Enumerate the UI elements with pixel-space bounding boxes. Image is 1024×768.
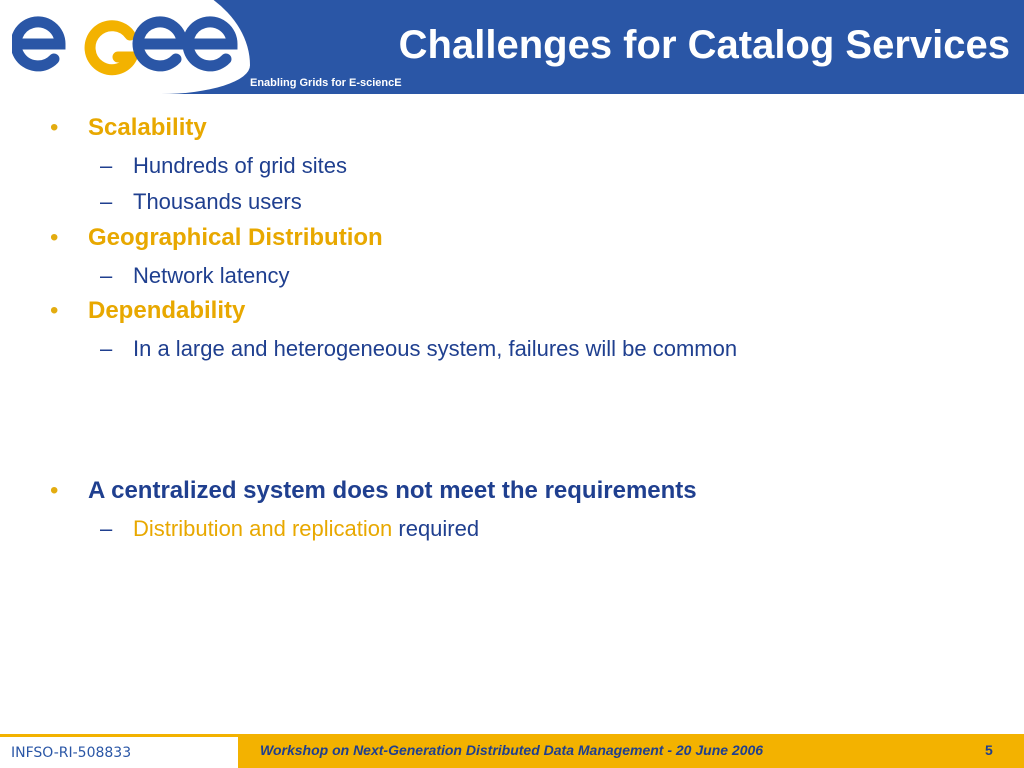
bullet-icon: • [50,297,59,324]
dash-icon: – [100,516,113,541]
egee-logo [12,8,242,76]
footer-ref-box [0,734,238,768]
sub-bullet-text: required [392,516,480,541]
bullet-icon: • [50,114,59,141]
bullet-icon: • [50,477,59,504]
bullet-text: Dependability [88,297,246,324]
sub-bullet-highlight: Distribution and replication [133,516,393,541]
slide-header [0,0,1024,94]
workshop-label: Workshop on Next-Generation Distributed Data Management - 20 June 2006 [260,742,764,758]
page-number: 5 [985,742,993,758]
slide-subtitle: Enabling Grids for E-sciencE [250,77,402,89]
bullet-item [50,114,207,142]
sub-bullet-text: Thousands users [133,189,302,214]
slide-title: Challenges for Catalog Services [398,23,1010,67]
slide-footer [0,734,1024,768]
dash-icon: – [100,153,113,178]
bullet-text: Geographical Distribution [88,224,383,251]
bullet-text: A centralized system does not meet the requirements [88,477,697,504]
bullet-text: Scalability [88,114,207,141]
dash-icon: – [100,189,113,214]
sub-bullet-item [100,263,290,289]
sub-bullet-item [100,153,347,179]
dash-icon: – [100,263,113,288]
bullet-item [50,477,697,505]
project-reference: INFSO-RI-508833 [11,745,132,761]
sub-bullet-text: Hundreds of grid sites [133,153,347,178]
sub-bullet-text: In a large and heterogeneous system, failures will be common [133,336,738,361]
sub-bullet-item [100,336,737,362]
bullet-item [50,297,245,325]
sub-bullet-item [100,189,302,215]
sub-bullet-text: Network latency [133,263,290,288]
sub-bullet-item [100,516,479,542]
bullet-icon: • [50,224,59,251]
bullet-item [50,224,383,252]
dash-icon: – [100,336,113,361]
